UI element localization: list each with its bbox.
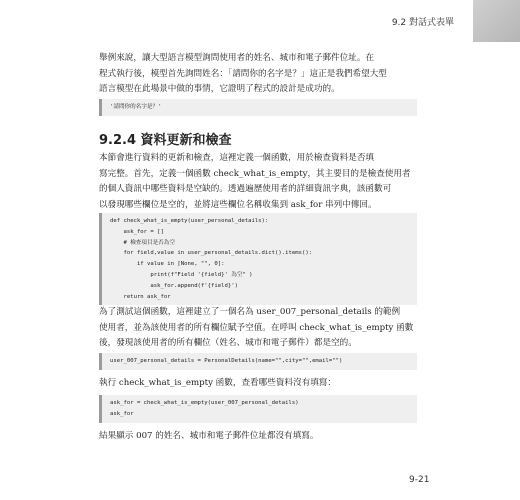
code-line: print(f"Field '{field}' 為空" ) [110, 271, 253, 278]
code-line: '請問你的名字是？' [110, 104, 162, 110]
intro-paragraph: 舉例來說，讓大型語言模型詢問使用者的姓名、城市和電子郵件位址。在 程式執行後，模型首先詢問姓名：「請問你的名字是？」這正是我們希望大型 語言模型在此場景中做的事情，它證明了程式的設計是成功的。 [99, 53, 387, 95]
code-line: ask_for [110, 410, 134, 417]
page-number: 9-21 [409, 475, 430, 485]
page-corner-tab [473, 0, 520, 42]
code-line: if value in [None, "", 0]: [110, 261, 225, 268]
code-line: user_007_personal_details = PersonalDetails(name="",city="",email="") [110, 358, 343, 364]
code-comment: # 檢查項目是否為空 [110, 239, 175, 246]
call-code-block [99, 395, 417, 423]
code-line: ask_for.append(f'{field}') [110, 282, 238, 289]
test-paragraph: 為了測試這個函數，這裡建立了一個名為 user_007_personal_details 的範例 使用者，並為該使用者的所有欄位賦予空值。在呼叫 check_what_is_empty 函數 後，發現該使用者的所有欄位（姓名、城市和電子郵件）都是空的。 [99, 307, 414, 349]
section-heading: 9.2.4 資料更新和檢查 [99, 133, 232, 148]
code-line: def check_what_is_empty(user_personal_details): [110, 218, 269, 224]
code-line: ask_for = check_what_is_empty(user_007_personal_details) [110, 400, 299, 406]
section-paragraph: 本節會進行資料的更新和檢查，這裡定義一個函數，用於檢查資料是否填 寫完整。首先，定義一個函數 check_what_is_empty，其主要目的是檢查使用者 的個人資訊中哪些資料是空缺的。透過遍歷使用者的詳細資訊字典，該函數可 以發現哪些欄位是空的，並將這些欄位名稱收集到 ask_for 串列中傳回。 [99, 153, 411, 210]
result-paragraph: 結果顯示 007 的姓名、城市和電子郵件位址都沒有填寫。 [99, 431, 319, 441]
create-user-code-block [99, 353, 417, 370]
output-block [99, 99, 417, 116]
code-line: ask_for = [] [110, 228, 164, 235]
run-paragraph: 執行 check_what_is_empty 函數，查看哪些資料沒有填寫： [99, 378, 336, 388]
code-line: return ask_for [110, 293, 171, 300]
running-header: 9.2 對話式表單 [391, 18, 454, 28]
function-code-block [99, 213, 417, 305]
code-line: for field,value in user_personal_details.dict().items(): [110, 250, 313, 257]
